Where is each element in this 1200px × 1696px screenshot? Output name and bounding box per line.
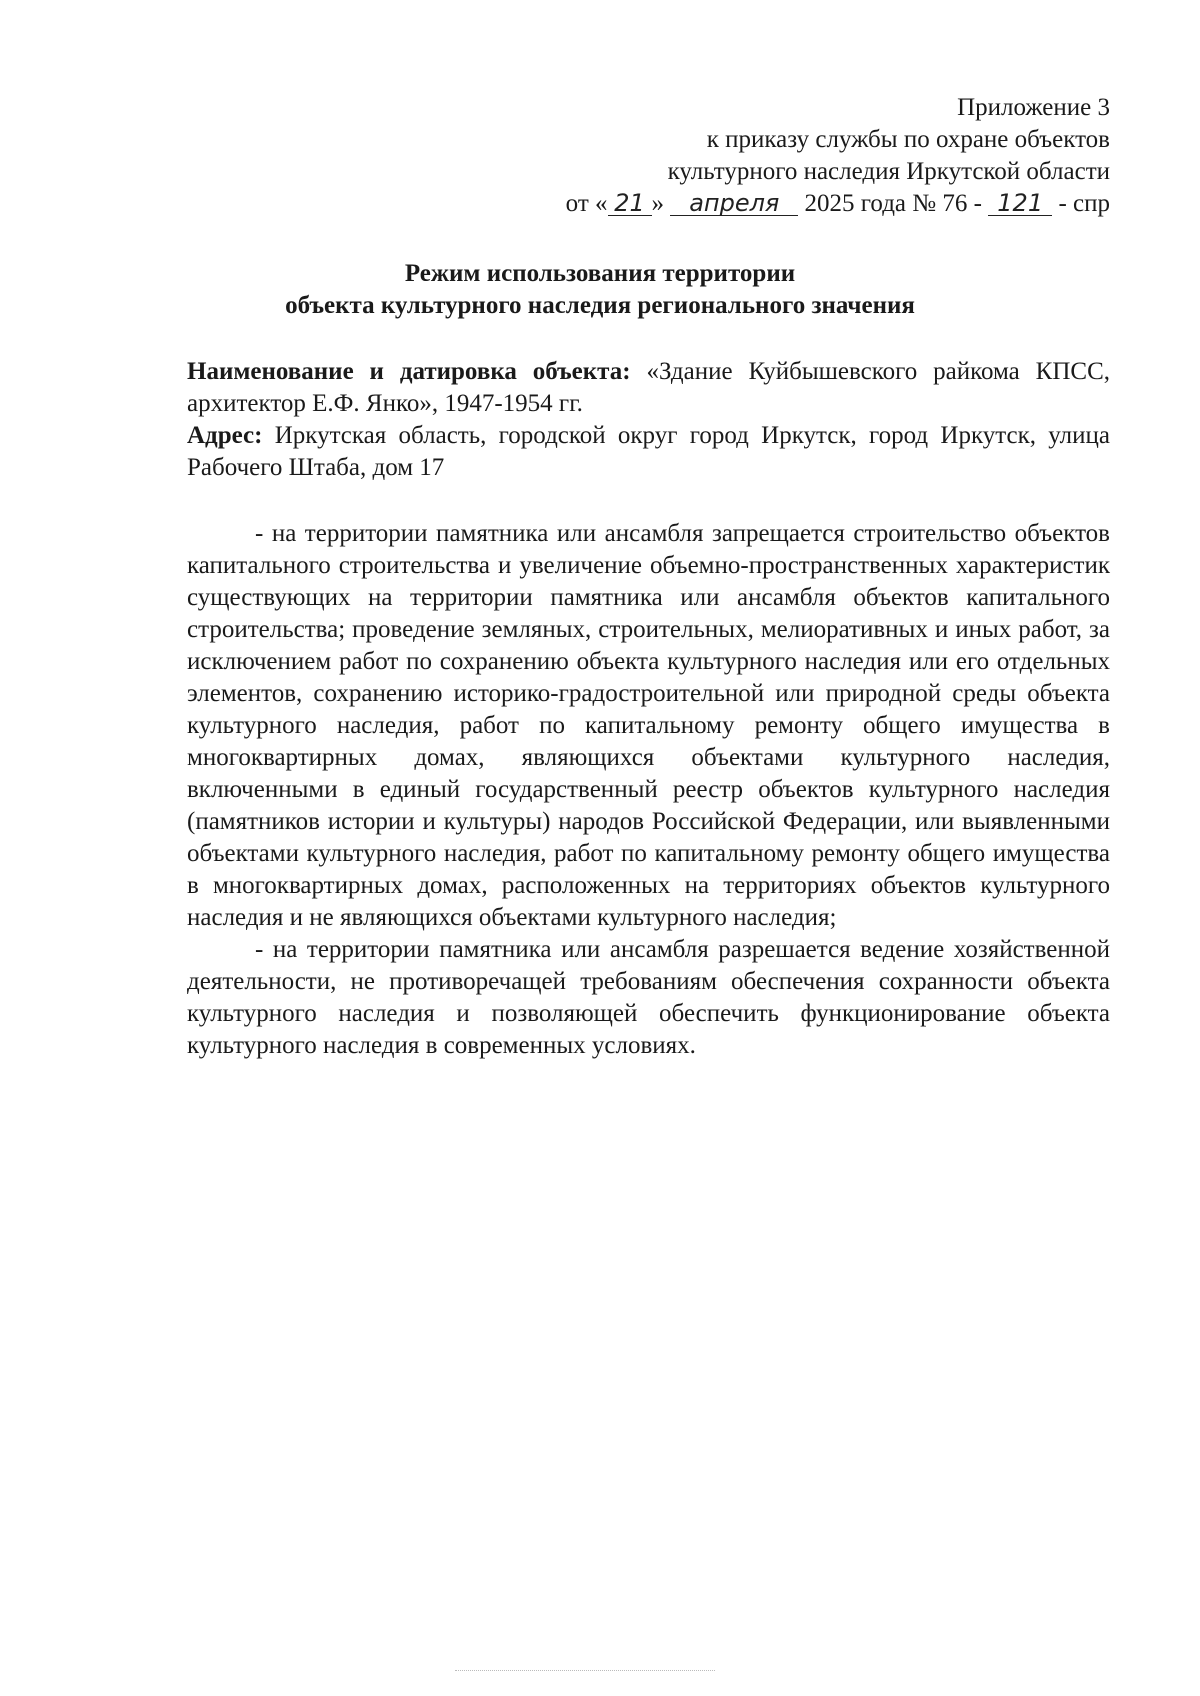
object-name-value: «Здание Куйбышевского райкома КПСС, архитектор Е.Ф. Янко», 1947-1954 гг.: [187, 358, 1110, 417]
handwritten-order-number: 121: [988, 191, 1052, 216]
object-address-paragraph: [187, 420, 1110, 484]
handwritten-day: 21: [608, 191, 652, 216]
document-title: [0, 258, 1200, 322]
object-address-value: Иркутская область, городской округ город Иркутск, город Иркутск, улица Рабочего Штаба, дом 17: [187, 422, 1111, 481]
handwritten-month: апреля: [670, 191, 798, 216]
title-line-2: объекта культурного наследия регионального значения: [285, 292, 915, 319]
date-quote-close: »: [651, 190, 665, 217]
object-address-label: Адрес:: [187, 422, 263, 449]
order-suffix: - спр: [1058, 190, 1110, 217]
object-info: [187, 356, 1110, 484]
title-line-1: Режим использования территории: [404, 260, 796, 287]
rule-permitted: - на территории памятника или ансамбля разрешается ведение хозяйственной деятельности, не противоречащей требованиям обеспечения сохранности объекта культурного наследия и позволяющей обеспечить функционирование объекта культурного наследия в современных условиях.: [187, 936, 1110, 1059]
order-year-number: 2025 года № 76 -: [804, 190, 982, 217]
order-date-line: [566, 188, 1110, 220]
object-name-paragraph: [187, 356, 1110, 420]
date-prefix: от «: [565, 190, 608, 217]
appendix-number: Приложение 3: [957, 94, 1110, 121]
rule-prohibited: - на территории памятника или ансамбля запрещается строительство объектов капитального строительства и увеличение объемно-пространственных характеристик существующих на территории памятника или ансамбля объектов капитального строительства; проведение земляных, строительных, мелиоративных и иных работ, за исключением работ по сохранению объекта культурного наследия или его отдельных элементов, сохранению историко-градостроительной или природной среды объекта культурного наследия, работ по капитальному ремонту общего имущества в многоквартирных домах, являющихся объектами культурного наследия, включенными в единый государственный реестр объектов культурного наследия (памятников истории и культуры) народов Российской Федерации, или выявленными объектами культурного наследия, работ по капитальному ремонту общего имущества в многоквартирных домах, расположенных на территориях объектов культурного наследия и не являющихся объектами культурного наследия;: [187, 520, 1110, 931]
appendix-header: [566, 92, 1110, 220]
scan-artifact-divider: [455, 1670, 715, 1671]
usage-rules: [187, 518, 1110, 1062]
object-name-label: Наименование и датировка объекта:: [187, 358, 631, 385]
order-authority: культурного наследия Иркутской области: [667, 158, 1110, 185]
order-reference: к приказу службы по охране объектов: [706, 126, 1110, 153]
